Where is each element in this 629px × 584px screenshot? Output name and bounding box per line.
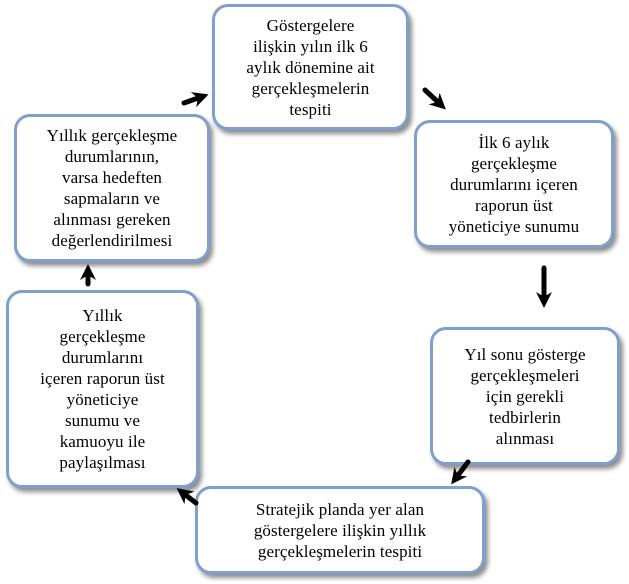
arrow-4-to-5 xyxy=(183,493,196,503)
arrow-1-to-2 xyxy=(425,90,440,104)
step-6-text: Yıllık gerçekleşme durumlarının, varsa hedeften sapmaların ve alınması gereken değerlendirilmesi xyxy=(46,126,178,250)
arrow-3-to-4 xyxy=(456,462,468,478)
step-5-text: Yıllık gerçekleşme durumlarını içeren raporun üst yöneticiye sunumu ve kamuoyu ile paylaşılması xyxy=(40,306,165,472)
step-2-text: İlk 6 aylık gerçekleşme durumlarını içeren raporun üst yöneticiye sunumu xyxy=(448,132,580,236)
arrow-6-to-1 xyxy=(184,97,201,103)
step-1-text: Göstergelere ilişkin yılın ilk 6 aylık dönemine ait gerçekleşmelerin tespiti xyxy=(246,15,375,119)
step-4-text: Stratejik planda yer alan göstergelere ilişkin yıllık gerçekleşmelerin tespiti xyxy=(253,499,427,561)
step-3-text: Yıl sonu gösterge gerçekleşmeleri için gerekli tedbirlerin alınması xyxy=(464,344,586,448)
